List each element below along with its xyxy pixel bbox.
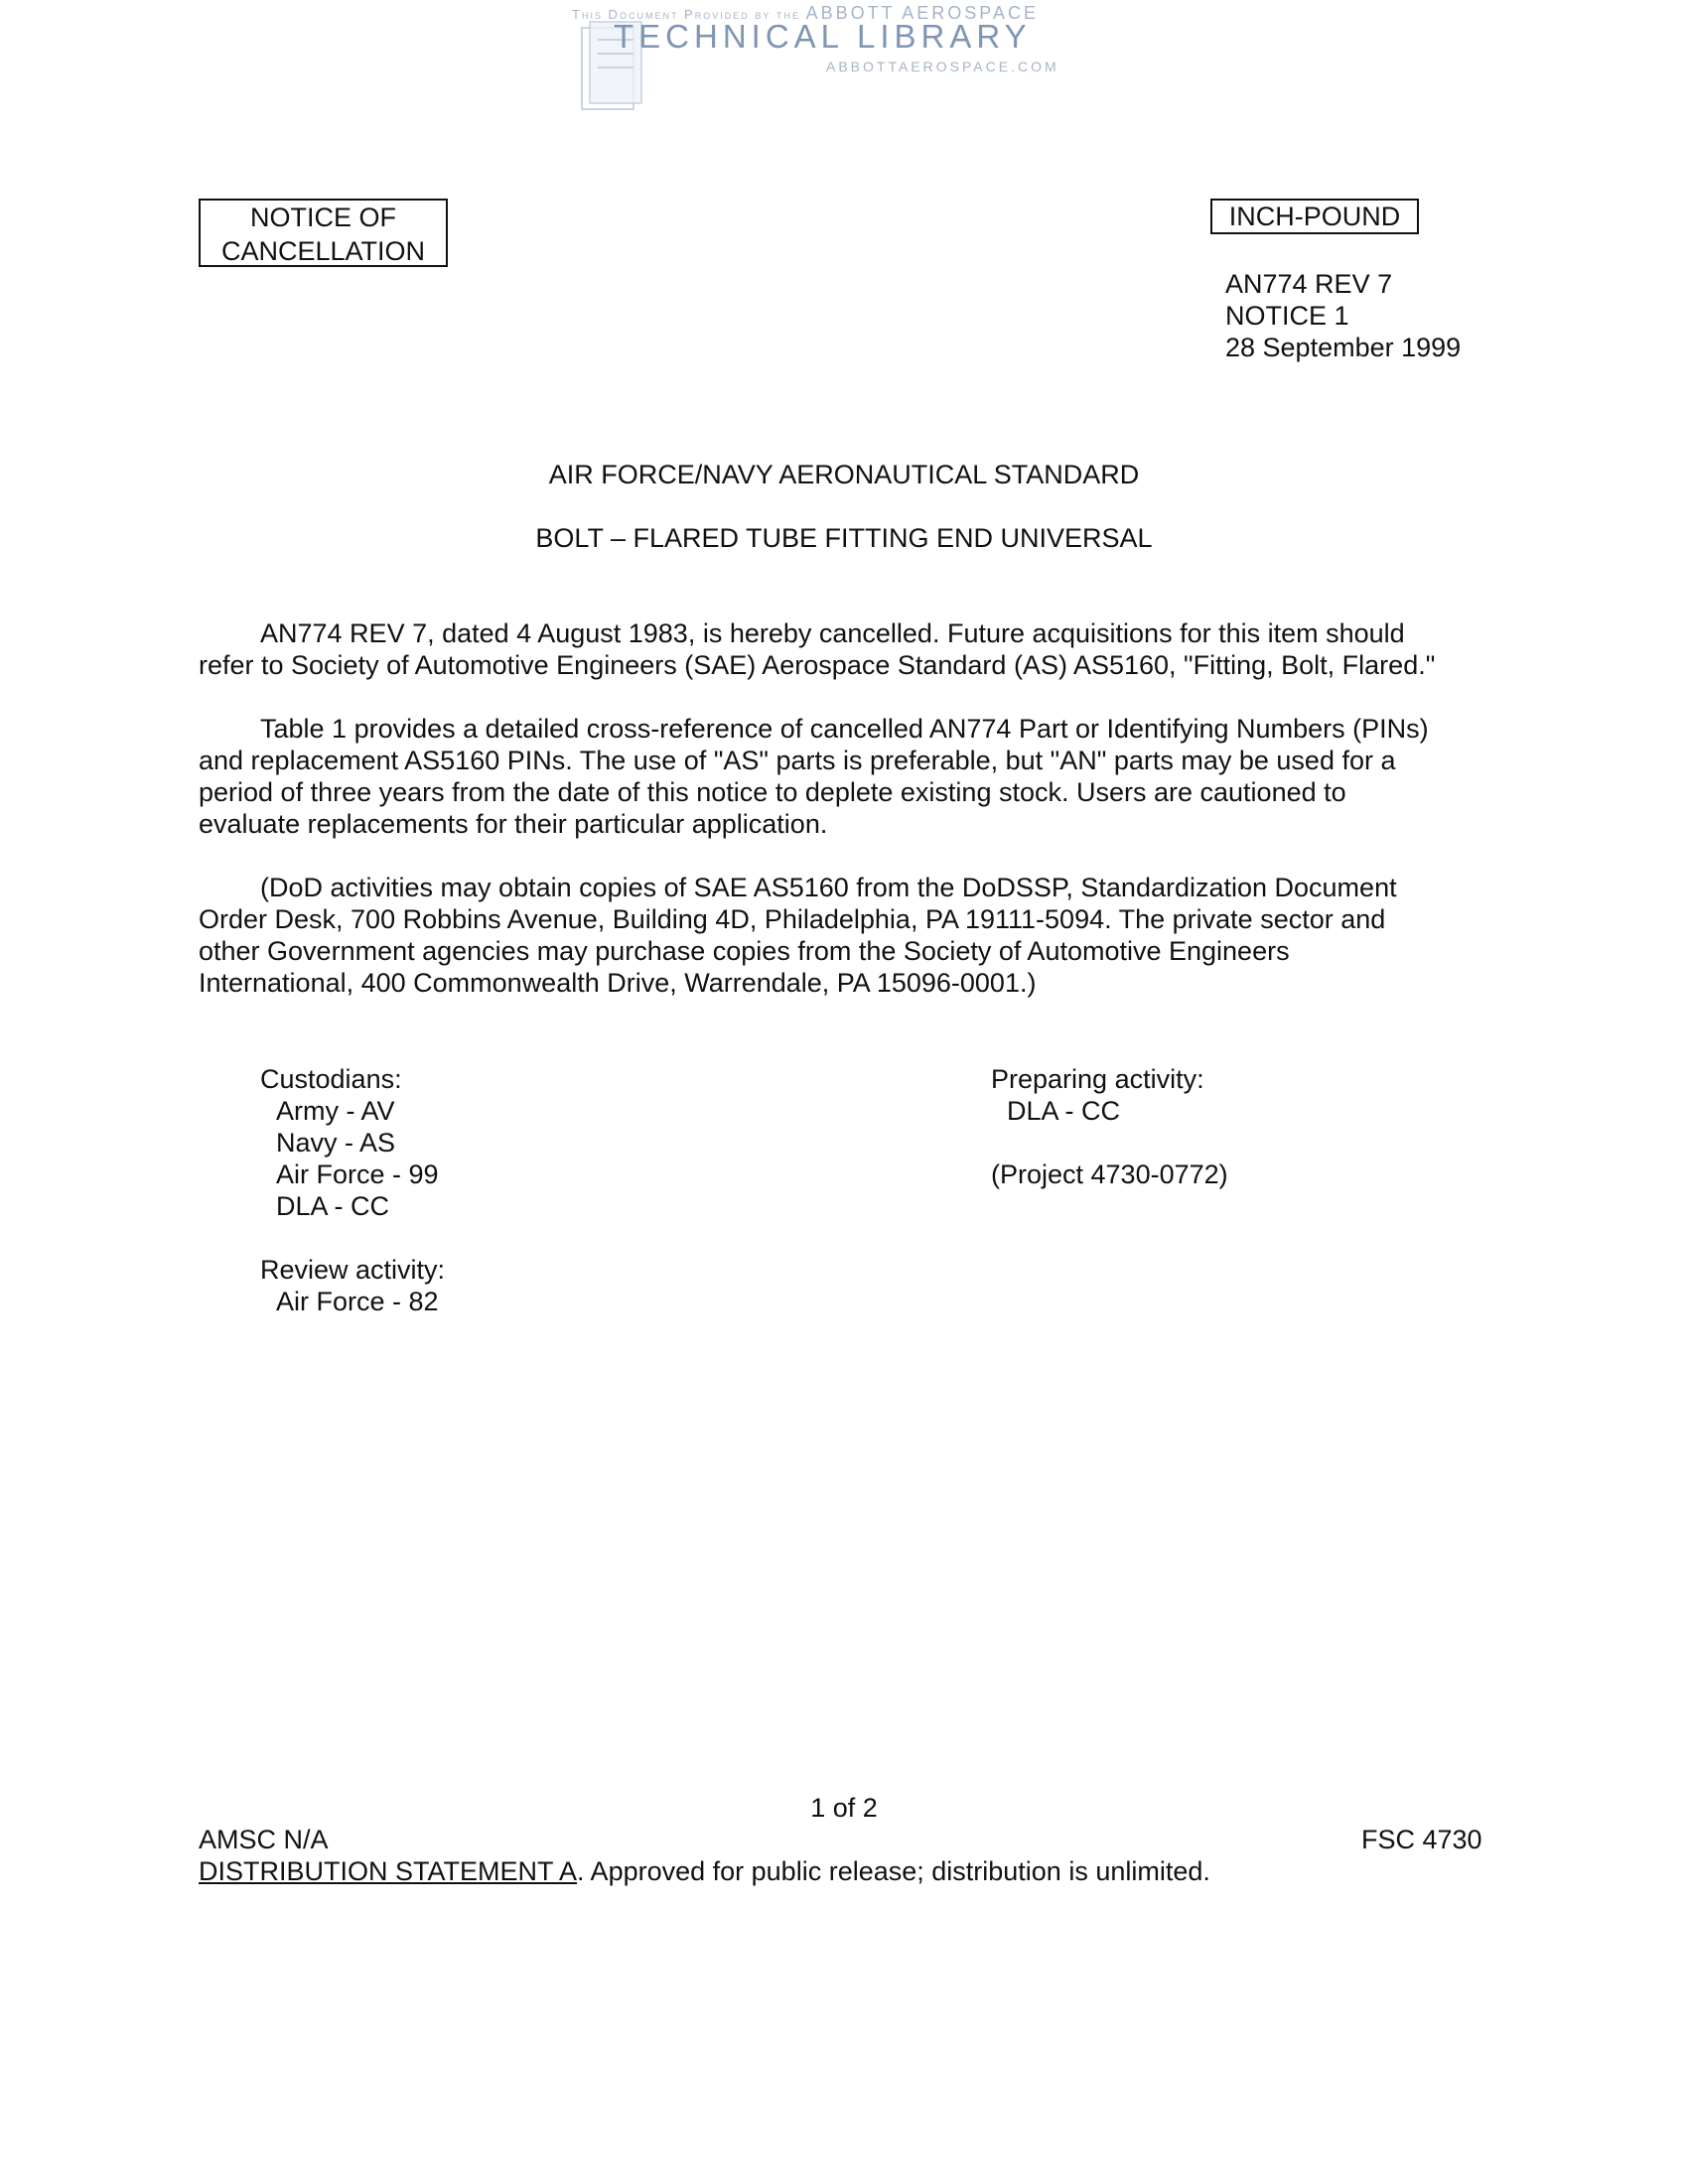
notice-number: NOTICE 1 — [1225, 301, 1349, 331]
review-activity-label: Review activity: — [260, 1255, 446, 1285]
custodian-item: Navy - AS — [276, 1128, 396, 1158]
page-number: 1 of 2 — [810, 1793, 878, 1823]
doc-id: AN774 REV 7 — [1225, 269, 1393, 299]
paragraph-line: Order Desk, 700 Robbins Avenue, Building 4D, Philadelphia, PA 19111-5094. The private sector and — [199, 904, 1386, 934]
watermark-title: TECHNICAL LIBRARY — [614, 18, 1032, 55]
custodian-item: Army - AV — [276, 1096, 395, 1126]
paragraph-cross-reference — [199, 713, 1499, 840]
standard-title: AIR FORCE/NAVY AERONAUTICAL STANDARD — [548, 460, 1140, 489]
notice-of-cancellation-box — [199, 199, 448, 267]
review-activity-item: Air Force - 82 — [276, 1287, 439, 1316]
part-title: BOLT – FLARED TUBE FITTING END UNIVERSAL — [535, 523, 1153, 553]
notice-box-line1: NOTICE OF — [250, 203, 396, 232]
inch-pound-label: INCH-POUND — [1228, 202, 1401, 231]
inch-pound-box — [1210, 199, 1419, 234]
paragraph-line: evaluate replacements for their particular application. — [199, 809, 828, 839]
preparing-activity-value: DLA - CC — [1007, 1096, 1121, 1126]
paragraph-line: period of three years from the date of this notice to deplete existing stock. Users are cautioned to — [199, 777, 1346, 807]
distribution-statement-text: . Approved for public release; distribution is unlimited. — [577, 1856, 1210, 1886]
watermark-brand: ABBOTT AEROSPACE — [805, 3, 1039, 23]
paragraph-line: and replacement AS5160 PINs. The use of "AS" parts is preferable, but "AN" parts may be used for a — [199, 746, 1396, 775]
notice-box-line2: CANCELLATION — [220, 236, 426, 266]
custodian-item: Air Force - 99 — [276, 1160, 439, 1189]
preparing-activity-label: Preparing activity: — [991, 1064, 1204, 1094]
distribution-statement — [199, 1855, 1210, 1887]
custodians-label: Custodians: — [260, 1064, 402, 1094]
custodian-item: DLA - CC — [276, 1191, 390, 1221]
amsc-label: AMSC N/A — [199, 1825, 329, 1854]
watermark-prefix: This Document Provided by the — [572, 7, 800, 22]
project-number: (Project 4730-0772) — [991, 1160, 1228, 1189]
notice-date: 28 September 1999 — [1225, 333, 1462, 362]
paragraph-line: AN774 REV 7, dated 4 August 1983, is hereby cancelled. Future acquisitions for this item should — [260, 618, 1405, 648]
paragraph-line: (DoD activities may obtain copies of SAE AS5160 from the DoDSSP, Standardization Document — [260, 873, 1397, 902]
distribution-statement-label: DISTRIBUTION STATEMENT A — [199, 1856, 578, 1886]
fsc-label: FSC 4730 — [1361, 1825, 1482, 1854]
watermark-url: ABBOTTAEROSPACE.COM — [826, 59, 1059, 74]
paragraph-line: International, 400 Commonwealth Drive, Warrendale, PA 15096-0001.) — [199, 968, 1037, 998]
paragraph-line: other Government agencies may purchase copies from the Society of Automotive Engineers — [199, 936, 1290, 966]
paragraph-line: Table 1 provides a detailed cross-reference of cancelled AN774 Part or Identifying Numbers (PINs) — [260, 714, 1429, 744]
paragraph-dod-activities — [199, 872, 1499, 999]
watermark-header — [566, 0, 1122, 119]
paragraph-line: refer to Society of Automotive Engineers (SAE) Aerospace Standard (AS) AS5160, "Fitting, Bolt, Flared." — [199, 650, 1436, 680]
paragraph-cancellation — [199, 617, 1499, 681]
